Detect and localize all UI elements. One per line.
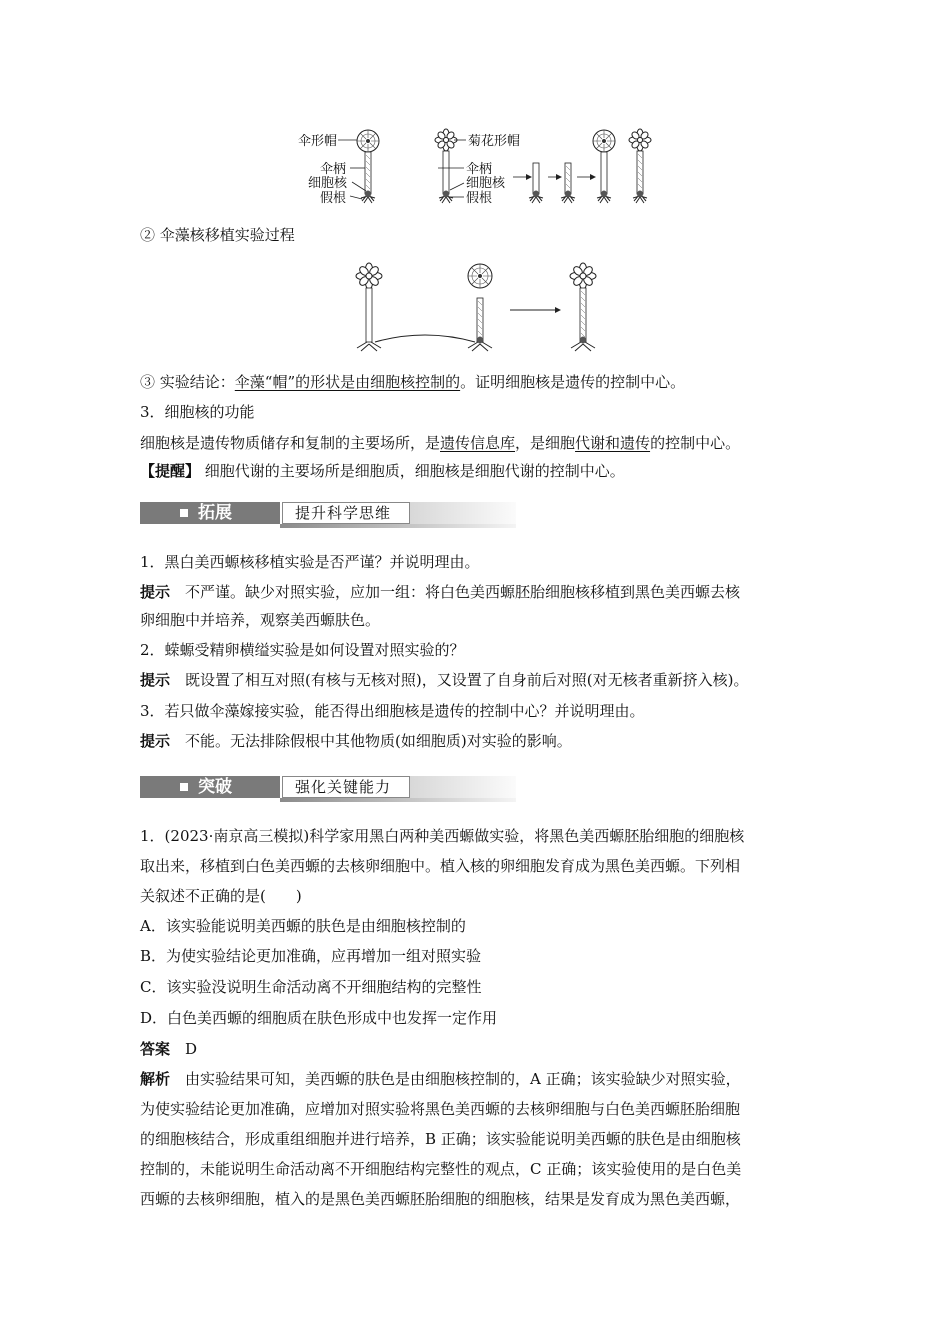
expand-q3: 3．若只做伞藻嫁接实验，能否得出细胞核是遗传的控制中心？并说明理由。: [140, 702, 645, 720]
square-bullet-icon: [180, 509, 188, 517]
question-line3: 关叙述不正确的是( ): [140, 887, 302, 905]
function-part2: ，是细胞: [515, 434, 576, 452]
conclusion-suffix: 。证明细胞核是遗传的控制中心。: [460, 373, 686, 391]
hint3-line1: 不能。无法排除假根中其他物质(如细胞质)对实验的影响。: [185, 732, 572, 750]
label-rhizoid-left: 假根: [320, 191, 347, 206]
conclusion-line: [140, 372, 685, 392]
banner-expand-box: 提升科学思维: [295, 504, 392, 522]
analysis-line4: 控制的，未能说明生命活动离不开细胞结构完整性的观点，C 正确；该实验使用的是白色美: [140, 1160, 742, 1178]
answer-value: D: [185, 1040, 198, 1058]
banner-expand: [140, 498, 516, 528]
function-part1: 细胞核是遗传物质储存和复制的主要场所，是: [140, 434, 441, 452]
answer-line: [140, 1039, 197, 1059]
banner-expand-label: 拓展: [198, 503, 232, 523]
hint-label: 提示: [140, 671, 171, 689]
analysis-line3: 的细胞核结合，形成重组细胞并进行培养，B 正确；该实验能说明美西螈的肤色是由细胞核: [140, 1130, 741, 1148]
hint-label: 提示: [140, 583, 171, 601]
square-bullet-icon: [180, 783, 188, 791]
expand-q2: 2．蝾螈受精卵横缢实验是如何设置对照实验的？: [140, 641, 465, 659]
analysis-text-1: 由实验结果可知，美西螈的肤色是由细胞核控制的，A 正确；该实验缺少对照实验，: [185, 1070, 741, 1088]
expand-hint1-line2: 卵细胞中并培养，观察美西螈肤色。: [140, 611, 381, 629]
conclusion-prefix: ③ 实验结论：: [140, 373, 235, 391]
option-c: C．该实验没说明生命活动离不开细胞结构的完整性: [140, 978, 482, 996]
label-cap-umbrella: 伞形帽: [298, 134, 338, 149]
label-nucleus-right: 细胞核: [466, 176, 506, 191]
expand-hint3: [140, 731, 572, 751]
question-line2: 取出来，移植到白色美西螈的去核卵细胞中。植入核的卵细胞发育成为黑色美西螈。下列相: [140, 857, 741, 875]
caption-nuclear-transplant: ② 伞藻核移植实验过程: [140, 226, 295, 244]
label-stalk-right: 伞柄: [466, 162, 493, 177]
analysis-line1: [140, 1069, 741, 1089]
reminder-text: 细胞代谢的主要场所是细胞质，细胞核是细胞代谢的控制中心。: [200, 462, 625, 480]
section-3-title: 3．细胞核的功能: [140, 403, 255, 421]
banner-breakthrough-box: 强化关键能力: [295, 778, 392, 796]
label-nucleus-left: 细胞核: [308, 176, 348, 191]
function-underline-1: 遗传信息库: [440, 434, 516, 452]
question-line1: 1．(2023·南京高三模拟)科学家用黑白两种美西螈做实验，将黑色美西螈胚胎细胞的细胞核: [140, 827, 745, 845]
conclusion-underlined: 伞藻“帽”的形状是由细胞核控制的: [234, 373, 461, 391]
reminder-line: [140, 461, 625, 481]
expand-hint2: [140, 670, 748, 690]
option-b: B．为使实验结论更加准确，应再增加一组对照实验: [140, 947, 482, 965]
banner-breakthrough: [140, 772, 516, 802]
hint2-line1: 既设置了相互对照(有核与无核对照)，又设置了自身前后对照(对无核者重新挤入核)。: [185, 671, 749, 689]
analysis-label: 解析: [140, 1070, 171, 1088]
transplant-figure: [345, 258, 615, 358]
reminder-label: 【提醒】: [140, 462, 201, 480]
function-part3: 的控制中心。: [650, 434, 741, 452]
grafting-figure: [290, 125, 670, 215]
expand-hint1: [140, 582, 740, 602]
hint1-line1: 不严谨。缺少对照实验，应加一组：将白色美西螈胚胎细胞核移植到黑色美西螈去核: [185, 583, 741, 601]
function-underline-2: 代谢和遗传: [575, 434, 651, 452]
option-d: D．白色美西螈的细胞质在肤色形成中也发挥一定作用: [140, 1009, 498, 1027]
label-rhizoid-right: 假根: [466, 191, 493, 206]
analysis-line5: 西螈的去核卵细胞，植入的是黑色美西螈胚胎细胞的细胞核，结果是发育成为黑色美西螈，: [140, 1190, 741, 1208]
banner-breakthrough-label: 突破: [198, 777, 232, 797]
expand-q1: 1．黑白美西螈核移植实验是否严谨？并说明理由。: [140, 553, 480, 571]
answer-label: 答案: [140, 1040, 171, 1058]
label-cap-chrys: 菊花形帽: [468, 134, 521, 149]
label-stalk-left: 伞柄: [320, 162, 347, 177]
analysis-line2: 为使实验结论更加准确，应增加对照实验将黑色美西螈的去核卵细胞与白色美西螈胚胎细胞: [140, 1100, 741, 1118]
function-text: [140, 433, 740, 453]
option-a: A．该实验能说明美西螈的肤色是由细胞核控制的: [140, 917, 466, 935]
hint-label: 提示: [140, 732, 171, 750]
